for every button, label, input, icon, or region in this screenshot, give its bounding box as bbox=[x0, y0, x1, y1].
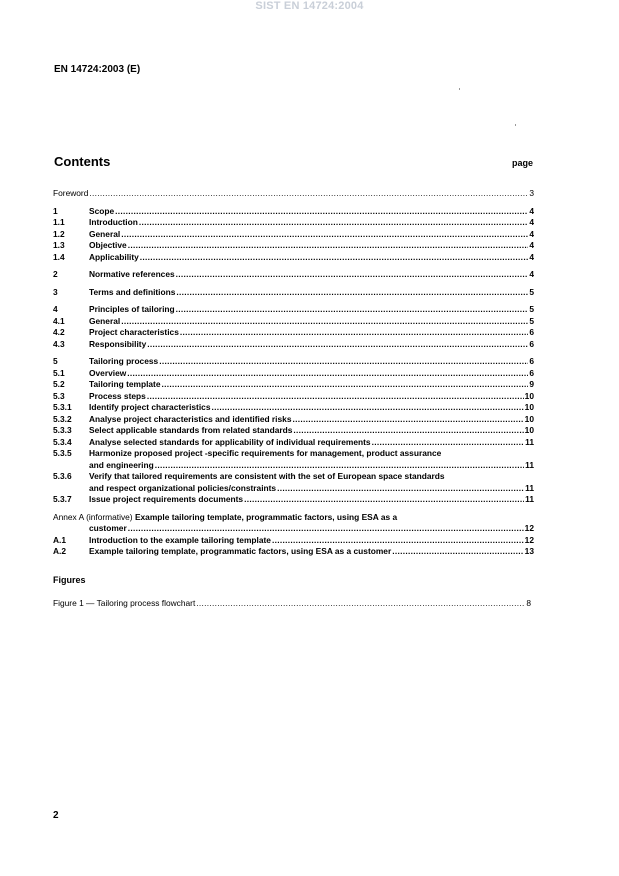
page-column-label: page bbox=[511, 158, 533, 168]
table-of-contents bbox=[53, 188, 534, 558]
toc-entry[interactable]: 4.3 Responsibility ..... 6 bbox=[53, 339, 534, 351]
toc-entry[interactable]: 2 Normative references ..... 4 bbox=[53, 269, 534, 281]
scan-artifact bbox=[459, 88, 460, 90]
figure-entry[interactable]: Figure 1 — Tailoring process flowchart ..... 8 bbox=[53, 597, 531, 609]
toc-entry[interactable]: 5 Tailoring process ..... 6 bbox=[53, 356, 534, 368]
toc-entry[interactable]: 5.3.6 Verify that tailored requirements are consistent with the set of European space standards bbox=[53, 471, 445, 481]
toc-entry-annex[interactable]: Annex A (informative) Example tailoring template, programmatic factors, using ESA as a bbox=[53, 511, 398, 522]
toc-entry[interactable]: 4.2 Project characteristics ..... 6 bbox=[53, 327, 534, 339]
scan-artifact bbox=[515, 124, 516, 126]
toc-entry[interactable]: 1.4 Applicability ..... 4 bbox=[53, 252, 534, 264]
toc-entry[interactable]: 1 Scope ..... 4 bbox=[53, 206, 534, 218]
toc-entry[interactable]: 3 Terms and definitions ..... 5 bbox=[53, 287, 534, 299]
toc-entry[interactable]: 5.2 Tailoring template ..... 9 bbox=[53, 379, 534, 391]
toc-entry-continuation[interactable]: customer ..... 12 bbox=[53, 523, 534, 535]
toc-entry[interactable]: 5.3.7 Issue project requirements documents ..... 11 bbox=[53, 494, 534, 506]
toc-entry[interactable]: 5.3.2 Analyse project characteristics and identified risks ..... 10 bbox=[53, 414, 534, 426]
toc-entry-foreword[interactable]: Foreword ..... 3 bbox=[53, 188, 534, 200]
toc-entry[interactable]: 5.3.5 Harmonize proposed project -specific requirements for management, product assurance bbox=[53, 448, 442, 458]
toc-entry[interactable]: 5.3.1 Identify project characteristics ..... 10 bbox=[53, 402, 534, 414]
toc-entry[interactable]: 5.3.3 Select applicable standards from related standards ..... 10 bbox=[53, 425, 534, 437]
toc-entry[interactable]: 1.3 Objective ..... 4 bbox=[53, 240, 534, 252]
contents-title: Contents bbox=[54, 154, 111, 169]
toc-entry[interactable]: 4.1 General ..... 5 bbox=[53, 316, 534, 328]
watermark: SIST EN 14724:2004 bbox=[255, 0, 364, 12]
toc-entry-continuation[interactable]: and respect organizational policies/constraints ..... 11 bbox=[53, 483, 534, 495]
toc-entry[interactable]: 1.2 General ..... 4 bbox=[53, 229, 534, 241]
toc-entry[interactable]: 5.1 Overview ..... 6 bbox=[53, 368, 534, 380]
page-number: 2 bbox=[53, 810, 59, 821]
toc-entry[interactable]: A.1 Introduction to the example tailoring template ..... 12 bbox=[53, 535, 534, 547]
figures-heading: Figures bbox=[53, 575, 86, 585]
toc-entry[interactable]: 5.3 Process steps ..... 10 bbox=[53, 391, 534, 403]
toc-entry[interactable]: 4 Principles of tailoring ..... 5 bbox=[53, 304, 534, 316]
toc-entry[interactable]: 5.3.4 Analyse selected standards for applicability of individual requirements ..... 11 bbox=[53, 437, 534, 449]
document-id: EN 14724:2003 (E) bbox=[54, 64, 141, 75]
toc-entry[interactable]: 1.1 Introduction ..... 4 bbox=[53, 217, 534, 229]
toc-entry-continuation[interactable]: and engineering ..... 11 bbox=[53, 460, 534, 472]
toc-entry[interactable]: A.2 Example tailoring template, programmatic factors, using ESA as a customer ..... 13 bbox=[53, 546, 534, 558]
